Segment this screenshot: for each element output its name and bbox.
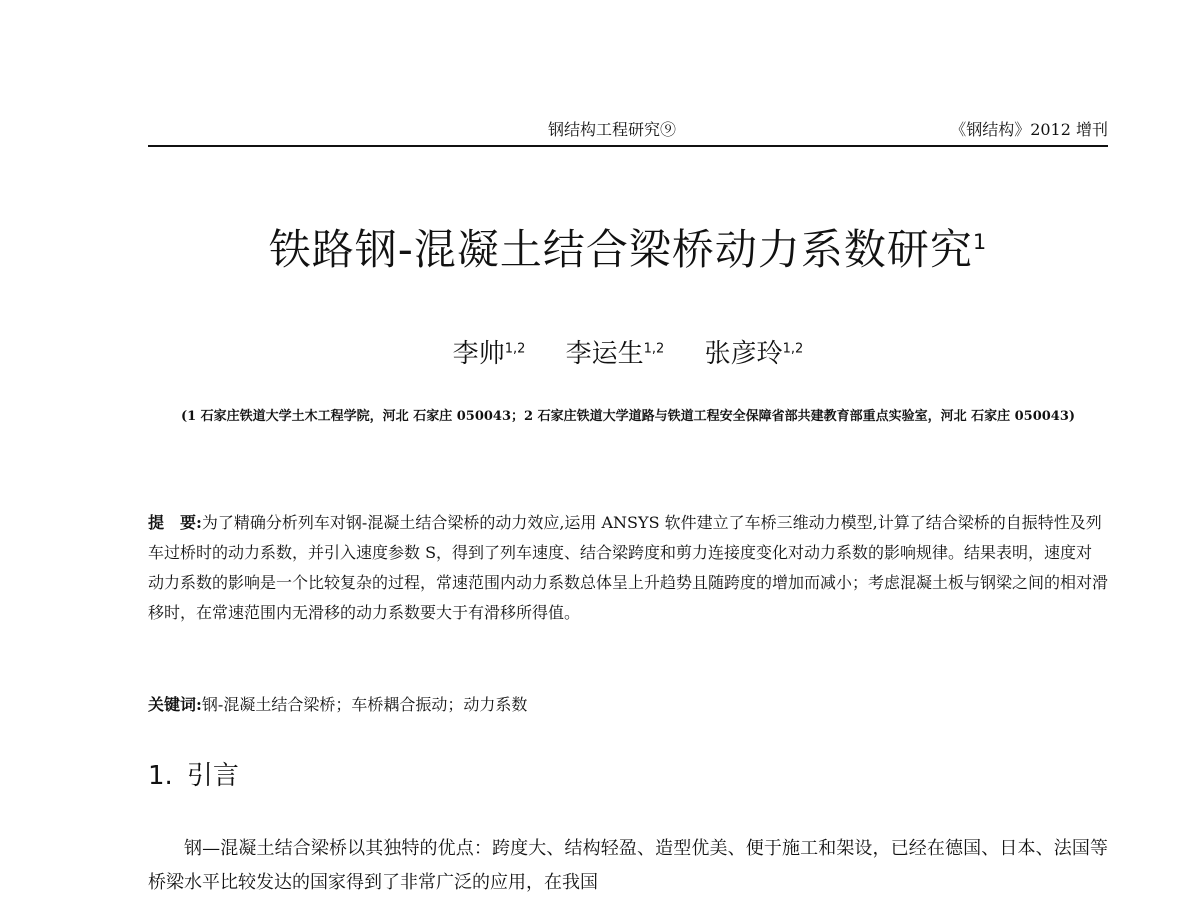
abstract-label: 提 要: xyxy=(148,513,202,532)
keywords xyxy=(148,690,1108,720)
author-name: 李帅 xyxy=(452,339,505,369)
abstract-text: 为了精确分析列车对钢-混凝土结合梁桥的动力效应,运用 ANSYS 软件建立了车桥三维动力模型,计算了结合梁桥的自振特性及列车过桥时的动力系数，并引入速度参数 S，得到了列车速度、结合梁跨度和剪力连接度变化对动力系数的影响规律。结果表明，速度对动力系数的影响是一个比较复杂的过程，常速范围内动力系数总体呈上升趋势且随跨度的增加而减小；考虑混凝土板与钢梁之间的相对滑移时，在常速范围内无滑移的动力系数要大于有滑移所得值。 xyxy=(148,513,1109,622)
keywords-label: 关键词: xyxy=(148,695,202,714)
header-rule xyxy=(148,145,1108,147)
author xyxy=(705,336,804,372)
running-header xyxy=(148,117,1108,143)
author-list xyxy=(148,336,1108,372)
author xyxy=(566,336,665,372)
section-number: 1. xyxy=(148,761,173,791)
author-affiliation-marker: 1,2 xyxy=(782,341,804,357)
section-heading xyxy=(148,758,239,794)
abstract xyxy=(148,508,1108,628)
paper-title xyxy=(148,222,1108,278)
affiliation-text: (1 石家庄铁道大学土木工程学院，河北 石家庄 050043；2 石家庄铁道大学道路与铁道工程安全保障省部共建教育部重点实验室，河北 石家庄 050043) xyxy=(180,409,1076,424)
paper-title-text: 铁路钢-混凝土结合梁桥动力系数研究 xyxy=(268,225,973,274)
journal-label: 《钢结构》2012 增刊 xyxy=(950,120,1108,139)
keywords-text: 钢-混凝土结合梁桥；车桥耦合振动；动力系数 xyxy=(201,695,528,714)
author-affiliation-marker: 1,2 xyxy=(504,341,526,357)
author-affiliation-marker: 1,2 xyxy=(643,341,665,357)
author-name: 李运生 xyxy=(565,339,644,369)
body-paragraph: 钢—混凝土结合梁桥以其独特的优点：跨度大、结构轻盈、造型优美、便于施工和架设，已经在德国、日本、法国等桥梁水平比较发达的国家得到了非常广泛的应用，在我国 xyxy=(148,838,1108,893)
title-footnote-marker: 1 xyxy=(972,230,988,254)
series-label: 钢结构工程研究⑨ xyxy=(548,120,677,139)
author-name: 张彦玲 xyxy=(704,339,783,369)
author xyxy=(453,336,526,372)
section-title: 引言 xyxy=(186,761,239,791)
